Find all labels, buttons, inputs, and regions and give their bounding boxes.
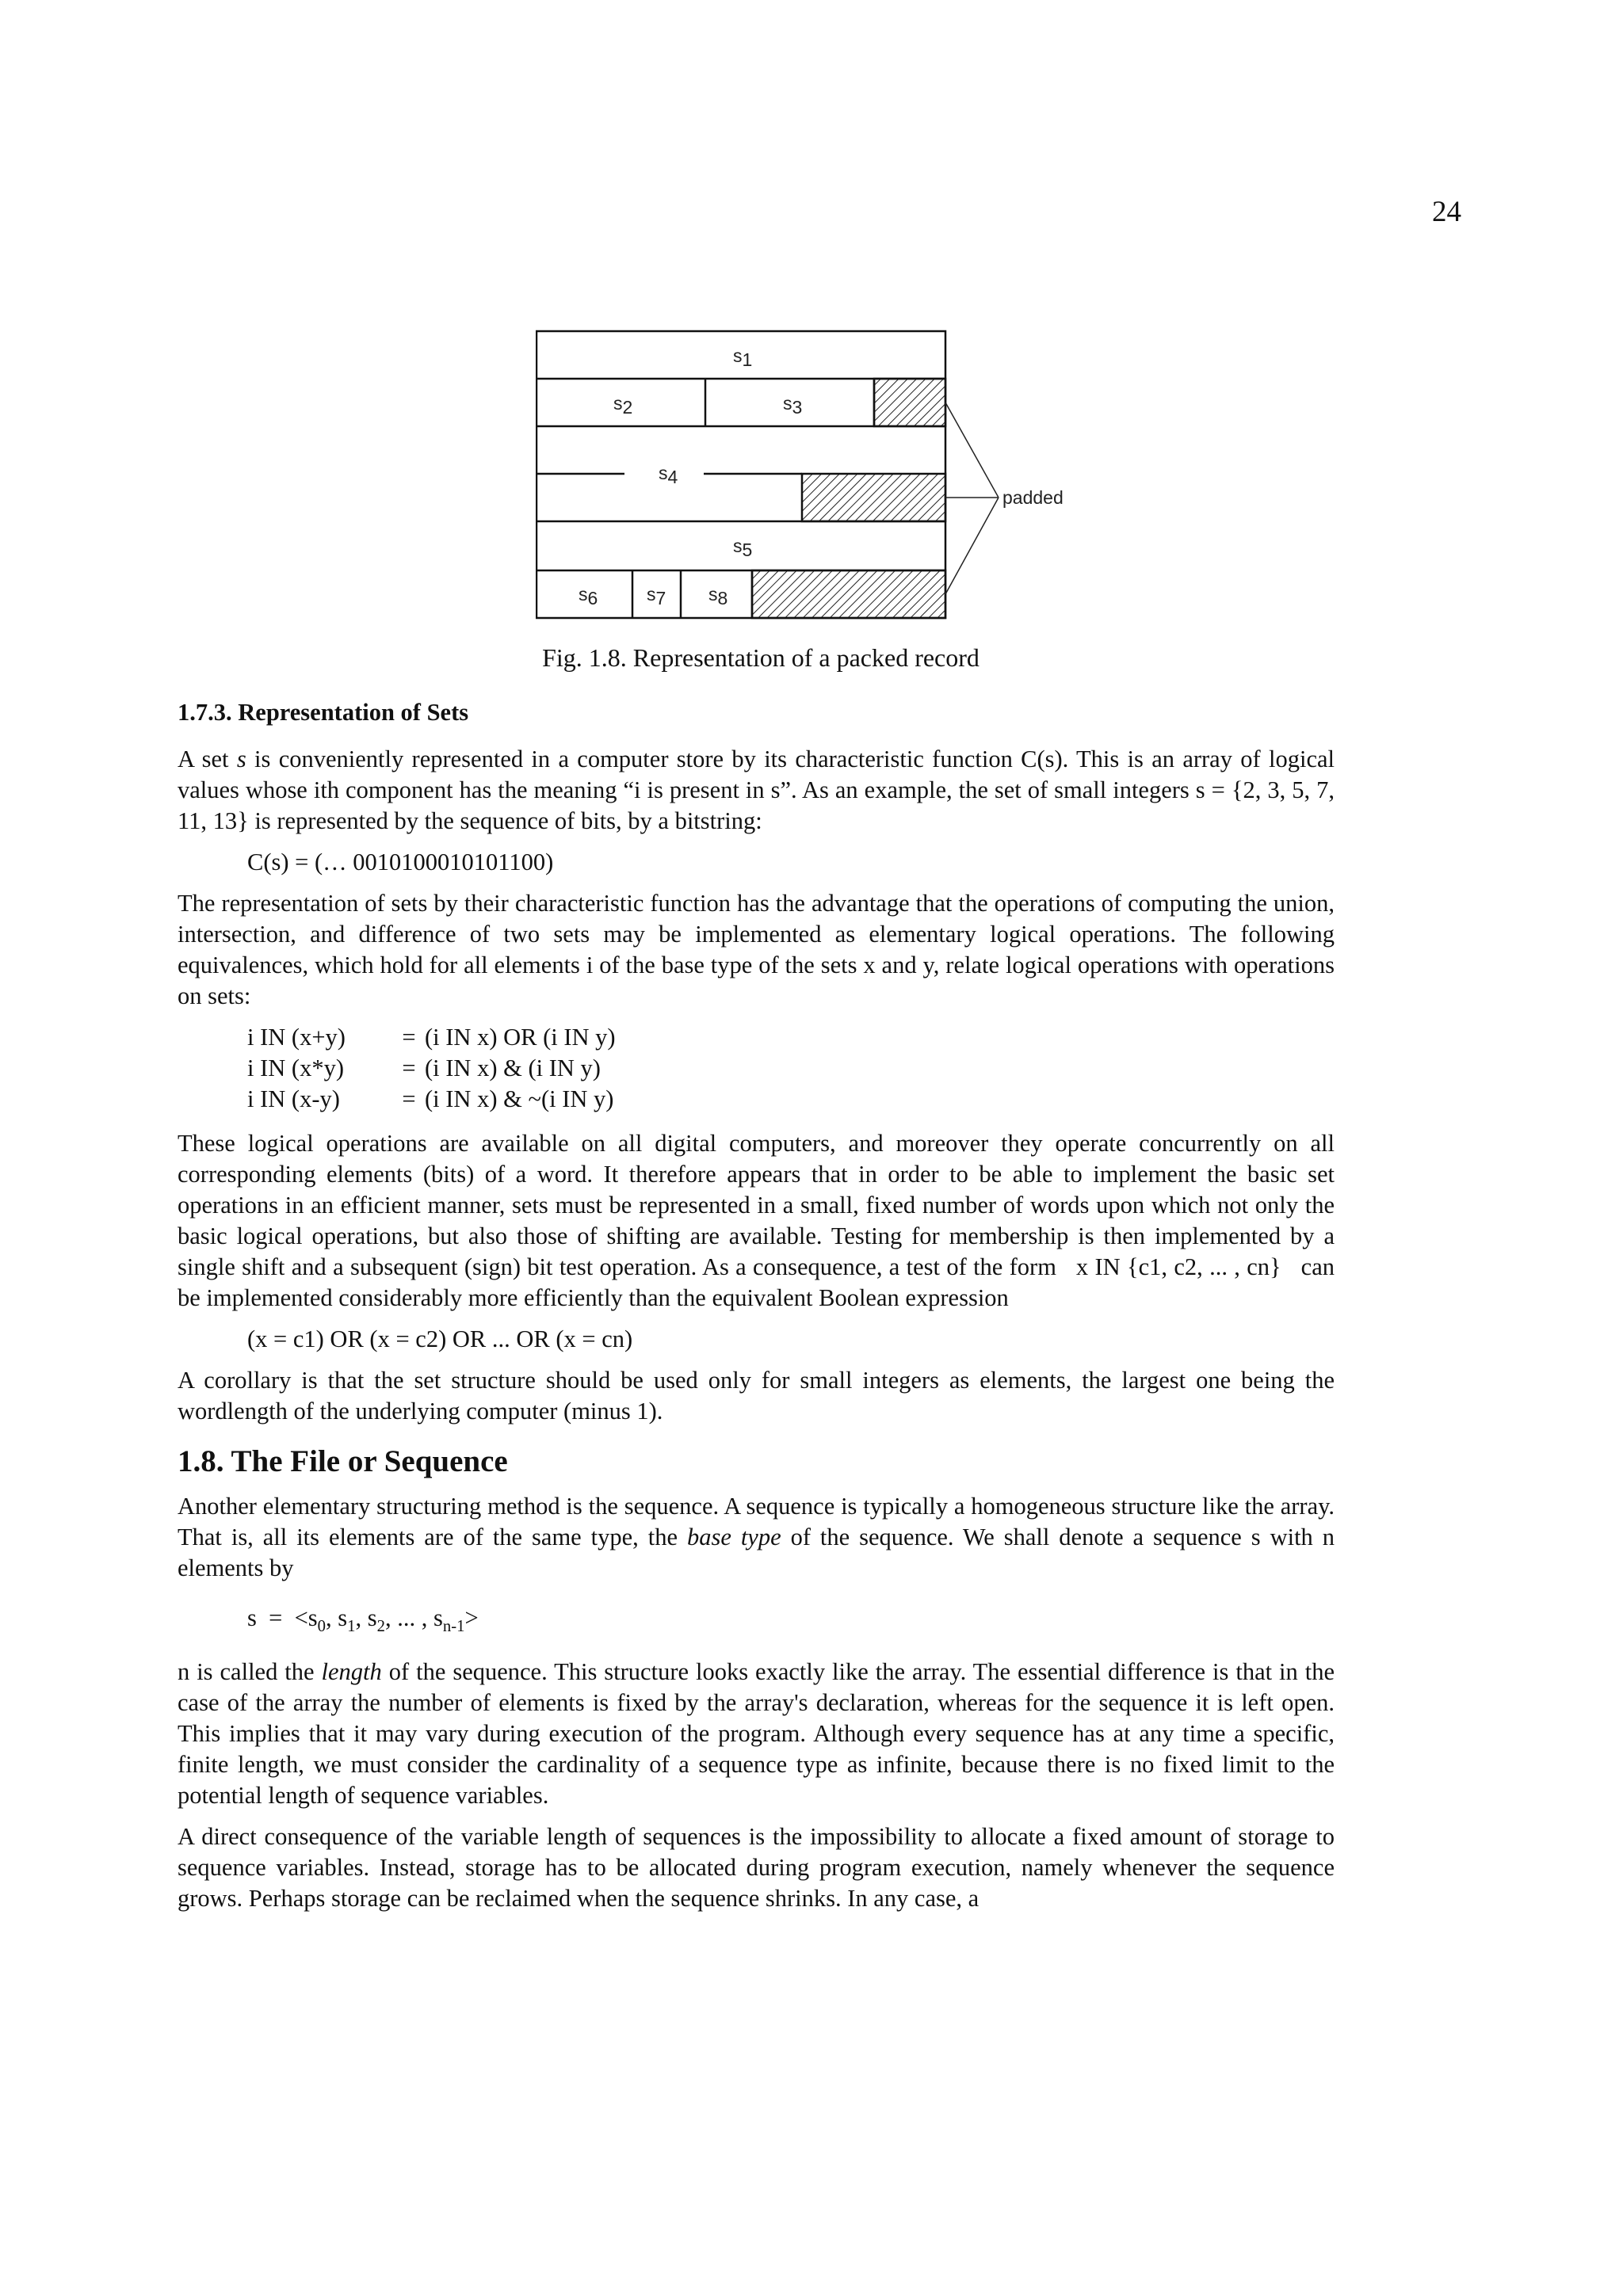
paragraph: A corollary is that the set structure should be used only for small integers as elements, the largest one being the wordlength of the underlying computer (minus 1).: [178, 1367, 1335, 1425]
page-number: 24: [1432, 196, 1461, 228]
paragraph: The representation of sets by their characteristic function has the advantage that the operations of computing the union, intersection, and difference of two sets may be implemented as elementary logical operations. The following equivalences, which hold for all elements i of the base type of the sets x and y, relate logical operations with operations on sets:: [178, 890, 1335, 1009]
equivalence-row: i IN (x-y) = (i IN x) & ~(i IN y): [247, 1085, 614, 1112]
packed-record-diagram: [536, 329, 1106, 634]
section-heading-1-7-3: 1.7.3. Representation of Sets: [178, 699, 469, 726]
label-padded: padded: [1002, 487, 1064, 508]
sequence-notation: $s = <s_0$, $s_1$, $s_2$, ... , $s_{n-1}>$: [247, 1604, 479, 1636]
label-s8: s8: [708, 584, 728, 608]
paragraph: A direct consequence of the variable length of sequences is the impossibility to allocate a fixed amount of storage to sequence variables. Instead, storage has to be allocated during program execution, namely whenever the sequence grows. Perhaps storage can be reclaimed when the sequence shrinks. In any case, a: [178, 1823, 1335, 1913]
formula-characteristic-function: C(s) = (… 0010100010101100): [247, 849, 554, 875]
label-s5: s5: [733, 536, 753, 560]
paragraph: n is called the length of the sequence. This structure looks exactly like the array. The essential difference is that in the case of the array the number of elements is fixed by the array's declaration, whereas for the sequence it is left open. This implies that it may vary during execution of the program. Although every sequence has at any time a specific, finite length, we must consider the cardinality of a sequence type as infinite, because there is no fixed limit to the potential length of sequence variables.: [178, 1658, 1335, 1810]
paragraph: These logical operations are available on all digital computers, and moreover they operate concurrently on all corresponding elements (bits) of a word. It therefore appears that in order to be able to implement the basic set operations in an efficient manner, sets must be represented in a small, fixed number of words upon which not only the basic logical operations, but also those of shifting are available. Testing for membership is then implemented by a single shift and a subsequent (sign) bit test operation. As a consequence, a test of the form x IN {c1, c2, ... , cn} can be implemented considerably more efficiently than the equivalent Boolean expression: [178, 1130, 1341, 1311]
padding-row2: [874, 379, 945, 426]
label-s3: s3: [783, 393, 803, 418]
equivalence-row: i IN (x*y) = (i IN x) & (i IN y): [247, 1055, 601, 1081]
padding-row6: [752, 570, 945, 618]
page-body: [178, 697, 1341, 1924]
paragraph: A set s is conveniently represented in a computer store by its characteristic function C(s). This is an array of logical values whose ith component has the meaning “i is present in s”. As an example, the set of small integers s = {2, 3, 5, 7, 11, 13} is represented by the sequence of bits, by a bitstring:: [178, 746, 1335, 834]
figure-caption: Fig. 1.8. Representation of a packed record: [542, 643, 980, 672]
equivalences-list: [247, 1022, 1335, 1115]
label-s7: s7: [647, 584, 666, 608]
label-s2: s2: [613, 393, 633, 418]
equivalence-row: i IN (x+y) = (i IN x) OR (i IN y): [247, 1024, 616, 1051]
label-s4: s4: [659, 463, 678, 487]
label-s6: s6: [579, 584, 598, 608]
packed-record-figure: [536, 329, 1106, 634]
padding-row4: [802, 474, 945, 521]
formula-boolean-expression: (x = c1) OR (x = c2) OR ... OR (x = cn): [247, 1325, 633, 1352]
label-s1: s1: [733, 345, 753, 370]
section-heading-1-8: 1.8. The File or Sequence: [178, 1444, 508, 1478]
paragraph: Another elementary structuring method is the sequence. A sequence is typically a homogeneous structure like the array. That is, all its elements are of the same type, the base type of the sequence. We shall denote a sequence s with n elements by: [178, 1493, 1335, 1581]
